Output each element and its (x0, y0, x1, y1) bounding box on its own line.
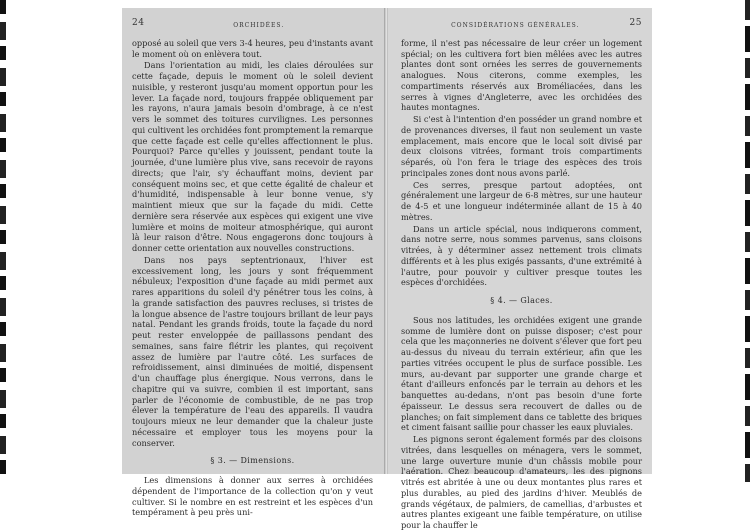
left-page (122, 8, 384, 518)
right-section-heading: § 4. — Glaces. (490, 296, 553, 305)
left-section-heading: § 3. — Dimensions. (210, 456, 295, 466)
left-paragraph: Les dimensions à donner aux serres à orchidées dépendent de l'importance de la collection qu'on y veut cultiver. Si le nombre en est restreint et les espèces d'un tempérament à peu près uni- (132, 475, 373, 518)
left-running-head (132, 18, 373, 32)
scan-right-edge (745, 0, 750, 482)
left-paragraph: Dans l'orientation au midi, les claies déroulées sur cette façade, depuis le moment où le soleil devient nuisible, y resteront jusqu'au moment opportun pour les lever. La façade nord, toujours frappée obliquement par les rayons, n'aura jamais besoin d'ombrage, à ce n'est vers le sommet des toitures curvilignes. Les personnes qui cultivent les orchidées font promptement la remarque que cette façade est celle qu'elles affectionnent le plus. Pourquoi? Parce qu'elles y jouissent, pendant toute la journée, d'une lumière plus vive, sans recevoir de rayons directs; que l'air, s'y échauffant moins, devient par conséquent moins sec, et que cette égalité de chaleur et d'humidité, indispensable à leur bonne venue, s'y maintient mieux que sur la façade du midi. Cette dernière sera réservée aux espèces qui exigent une vive lumière et moins de moiteur atmosphérique, qui auront là leur raison d'être. Nous engagerons donc toujours à donner cette orientation aux nouvelles constructions. (132, 60, 373, 253)
left-paragraph: opposé au soleil que vers 3-4 heures, peu d'instants avant le moment où on enlèvera tout. (132, 37, 373, 59)
right-paragraph: Si c'est à l'intention d'en posséder un grand nombre et de provenances diverses, il faut non seulement un vaste emplacement, mais encore que le local soit divisé par deux cloisons vitrées, formant trois compartiments séparés, où l'on fera le triage des espèces des trois principales zones dont nous avons parlé. (401, 114, 642, 178)
right-paragraph: Sous nos latitudes, les orchidées exigent une grande somme de lumière dont on puisse disposer; c'est pour cela que les maçonneries ne doivent s'élever que fort peu au-dessus du niveau du terrain extérieur, afin que les parties vitrées occupent le plus de surface possible. Les murs, au-devant par supporter une grande charge et étant d'ailleurs enfoncés par le terrain au dehors et les banquettes au-dedans, n'ont pas besoin d'une forte épaisseur. Le dessus sera recouvert de dalles ou de planches; on fait simplement dans ce tablette des briques et ciment faisant saillie pour chasser les eaux pluviales. (401, 314, 642, 433)
right-paragraph: Dans un article spécial, nous indiquerons comment, dans notre serre, nous sommes parvenus, sans cloisons vitrées, à y déterminer assez nettement trois climats différents et à les plus exigés passants, d'une extrémité à l'autre, pour pouvoir y cultiver presque toutes les espèces d'orchidées. (401, 223, 642, 288)
right-paragraph: forme, il n'est pas nécessaire de leur créer un logement spécial; on les cultivera fort bien mêlées avec les autres plantes dont sont ornées les serres de gouvernements analogues. Nous citerons, comme exemples, les compartiments réservés aux Broméliacées, dans les serres à vignes d'Angleterre, avec les orchidées des hautes montagnes. (401, 37, 642, 113)
book-spread (122, 8, 652, 530)
left-running-title: ORCHIDÉES. (233, 22, 285, 29)
left-page-number: 24 (132, 18, 145, 28)
right-paragraph: Les pignons seront également formés par des cloisons vitrées, dans lesquelles on ménagera, vers le sommet, une large ouverture munie d'un châssis mobile pour l'aération. Chez beaucoup d'amateurs, les des pignons vitrés est abritée à une ou deux montantes plus rares et plus durables, au pied des jardins d'hiver. Meublés de grands végétaux, de palmiers, de camellias, d'arbustes et autres plantes exigeant une faible température, on utilise pour la chauffer le (401, 434, 642, 530)
right-page-number: 25 (629, 18, 642, 28)
left-paragraph: Dans nos pays septentrionaux, l'hiver est excessivement long, les jours y sont fréquemment nébuleux; l'exposition d'une façade au midi permet aux rares apparitions du soleil d'y pénétrer tous les coins, à la grande satisfaction des pauvres recluses, si tristes de la longue absence de l'astre toujours brillant de leur pays natal. Pendant les grands froids, toute la façade du nord peut rester enveloppée de paillassons pendant des semaines, sans faire flétrir les plantes, qui reçoivent assez de lumière par l'autre côté. Les surfaces de refroidissement, ainsi diminuées de moitié, dispensent d'un chauffage plus énergique. Nous verrons, dans le chapitre qui va suivre, combien il est important, sans parler de l'économie de combustible, de ne pas trop élever la température de l'eau des appareils. Il vaudra toujours mieux ne leur demander que la chaleur juste nécessaire et employer tous les moyens pour la conserver. (132, 254, 373, 448)
right-page (388, 8, 652, 530)
right-paragraph: Ces serres, presque partout adoptées, ont généralement une largeur de 6-8 mètres, sur une hauteur de 4-5 et une longueur indéterminée allant de 15 à 40 mètres. (401, 179, 642, 222)
scan-left-edge (0, 0, 6, 482)
right-running-title: CONSIDÉRATIONS GÉNÉRALES. (451, 22, 580, 29)
right-running-head (401, 18, 642, 32)
